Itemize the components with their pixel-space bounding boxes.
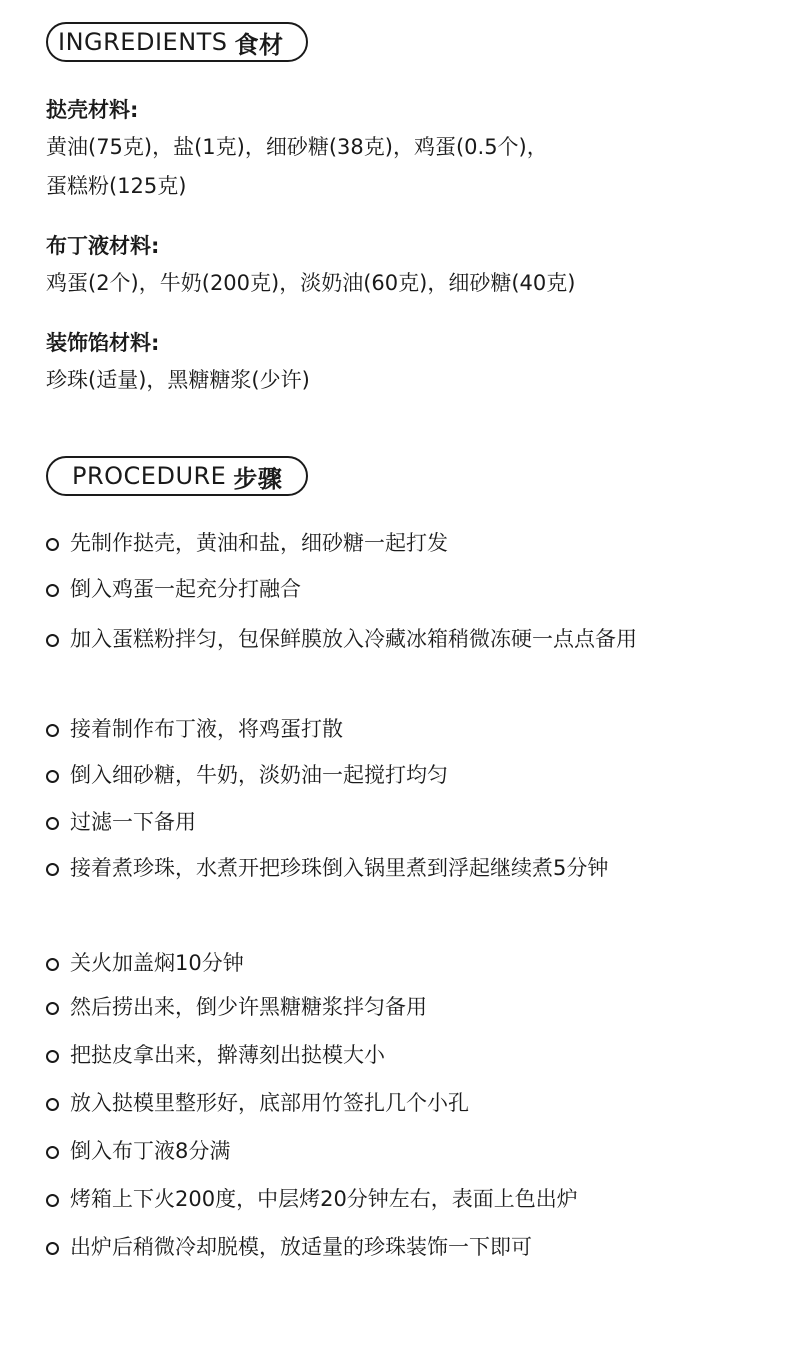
step-text: 接着制作布丁液，将鸡蛋打散 bbox=[70, 717, 343, 741]
step-text: 烤箱上下火200度，中层烤20分钟左右，表面上色出炉 bbox=[70, 1187, 578, 1211]
step-item bbox=[44, 988, 724, 1026]
procedure-header-en: PROCEDURE bbox=[72, 462, 227, 490]
bullet-circle-icon bbox=[46, 634, 59, 647]
bullet-circle-icon bbox=[46, 863, 59, 876]
ingredient-section-title: 装饰馅材料: bbox=[46, 331, 160, 355]
step-item bbox=[44, 944, 724, 982]
step-item bbox=[44, 849, 724, 887]
ingredient-section-title: 挞壳材料: bbox=[46, 98, 139, 122]
step-item bbox=[44, 1132, 724, 1170]
ingredient-line: 蛋糕粉(125克) bbox=[46, 174, 187, 198]
step-text: 出炉后稍微冷却脱模，放适量的珍珠装饰一下即可 bbox=[70, 1235, 532, 1259]
step-text: 接着煮珍珠，水煮开把珍珠倒入锅里煮到浮起继续煮5分钟 bbox=[70, 856, 609, 880]
step-text: 倒入鸡蛋一起充分打融合 bbox=[70, 577, 301, 601]
step-text: 然后捞出来，倒少许黑糖糖浆拌匀备用 bbox=[70, 995, 427, 1019]
step-item bbox=[44, 524, 724, 562]
step-text: 关火加盖焖10分钟 bbox=[70, 951, 244, 975]
ingredient-section-topping bbox=[46, 325, 746, 400]
bullet-circle-icon bbox=[46, 1242, 59, 1255]
step-item bbox=[44, 620, 724, 658]
bullet-circle-icon bbox=[46, 1098, 59, 1111]
step-text: 把挞皮拿出来，擀薄刻出挞模大小 bbox=[70, 1043, 385, 1067]
bullet-circle-icon bbox=[46, 724, 59, 737]
step-item bbox=[44, 570, 724, 608]
bullet-circle-icon bbox=[46, 1002, 59, 1015]
bullet-circle-icon bbox=[46, 1194, 59, 1207]
bullet-circle-icon bbox=[46, 817, 59, 830]
step-text: 倒入布丁液8分满 bbox=[70, 1139, 231, 1163]
ingredient-line: 黄油(75克)，盐(1克)，细砂糖(38克)，鸡蛋(0.5个)， bbox=[46, 135, 548, 159]
bullet-circle-icon bbox=[46, 1146, 59, 1159]
step-item bbox=[44, 1084, 724, 1122]
bullet-circle-icon bbox=[46, 958, 59, 971]
step-item bbox=[44, 1180, 724, 1218]
ingredients-header-zh: 食材 bbox=[234, 30, 284, 59]
step-item bbox=[44, 756, 724, 794]
ingredient-section-title: 布丁液材料: bbox=[46, 234, 160, 258]
ingredients-header-en: INGREDIENTS bbox=[58, 28, 228, 56]
step-item bbox=[44, 1228, 724, 1266]
ingredients-header-pill bbox=[46, 22, 308, 62]
step-text: 放入挞模里整形好，底部用竹签扎几个小孔 bbox=[70, 1091, 469, 1115]
ingredient-section-crust bbox=[46, 92, 746, 206]
ingredient-line: 珍珠(适量)，黑糖糖浆(少许) bbox=[46, 368, 310, 392]
step-item bbox=[44, 710, 724, 748]
step-item bbox=[44, 803, 724, 841]
ingredient-line: 鸡蛋(2个)，牛奶(200克)，淡奶油(60克)，细砂糖(40克) bbox=[46, 271, 576, 295]
bullet-circle-icon bbox=[46, 584, 59, 597]
step-item bbox=[44, 1036, 724, 1074]
ingredient-section-custard bbox=[46, 228, 746, 303]
step-text: 加入蛋糕粉拌匀，包保鲜膜放入冷藏冰箱稍微冻硬一点点备用 bbox=[70, 627, 637, 651]
step-text: 过滤一下备用 bbox=[70, 810, 196, 834]
step-text: 倒入细砂糖，牛奶，淡奶油一起搅打均匀 bbox=[70, 763, 448, 787]
step-text: 先制作挞壳，黄油和盐，细砂糖一起打发 bbox=[70, 531, 448, 555]
procedure-header-pill bbox=[46, 456, 308, 496]
bullet-circle-icon bbox=[46, 1050, 59, 1063]
bullet-circle-icon bbox=[46, 538, 59, 551]
procedure-header-zh: 步骤 bbox=[233, 464, 283, 493]
bullet-circle-icon bbox=[46, 770, 59, 783]
